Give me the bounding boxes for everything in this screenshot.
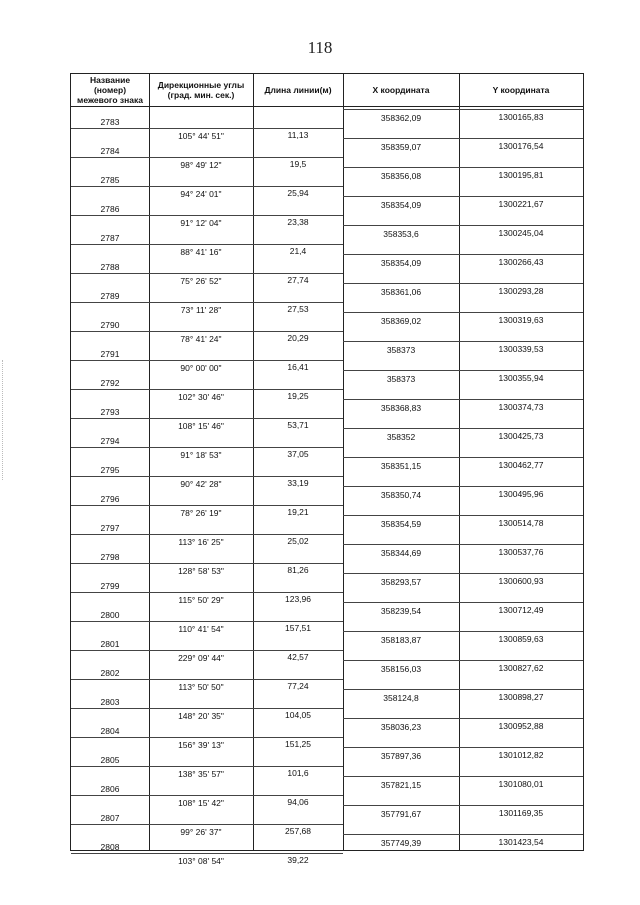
direction-angle: 108° 15' 46" xyxy=(178,420,224,431)
direction-angle: 91° 18' 53" xyxy=(180,449,222,460)
row-rule xyxy=(343,109,583,110)
direction-angle: 102° 30' 46" xyxy=(178,391,224,402)
y-coordinate: 1301169,35 xyxy=(498,808,544,818)
x-coordinate: 358156,03 xyxy=(380,664,422,674)
direction-angle: 91° 12' 04" xyxy=(180,217,222,228)
x-coordinate: 358356,08 xyxy=(380,171,422,181)
point-id: 2790 xyxy=(100,320,120,330)
point-id: 2784 xyxy=(100,146,120,156)
y-coordinate: 1300355,94 xyxy=(498,373,544,383)
header-point-name xyxy=(71,74,149,106)
row-rule xyxy=(343,341,583,342)
point-id: 2800 xyxy=(100,610,120,620)
x-coordinate: 358359,07 xyxy=(380,142,422,152)
x-coordinate: 357821,15 xyxy=(380,780,422,790)
y-coordinate: 1300425,73 xyxy=(498,431,544,441)
direction-angle: 90° 00' 00" xyxy=(180,362,222,373)
direction-angle: 94° 24' 01" xyxy=(180,188,222,199)
row-rule xyxy=(343,486,583,487)
y-coordinate: 1300176,54 xyxy=(498,141,544,151)
direction-angle: 90° 42' 28" xyxy=(180,478,222,489)
y-coordinate: 1300165,83 xyxy=(498,112,544,122)
y-coordinate: 1300339,53 xyxy=(498,344,544,354)
point-id: 2786 xyxy=(100,204,120,214)
row-rule xyxy=(343,602,583,603)
line-length: 11,13 xyxy=(287,129,309,140)
y-coordinate: 1300859,63 xyxy=(498,634,544,644)
point-id: 2785 xyxy=(100,175,120,185)
direction-angle: 78° 26' 19" xyxy=(180,507,222,518)
header-x-coordinate: X координата xyxy=(372,85,430,95)
point-id: 2796 xyxy=(100,494,120,504)
header-y-coordinate: Y координата xyxy=(492,85,550,95)
direction-angle: 115° 50' 29" xyxy=(178,594,224,605)
point-id: 2802 xyxy=(100,668,120,678)
point-id: 2808 xyxy=(100,842,120,852)
line-length: 77,24 xyxy=(287,680,309,691)
line-length: 101,6 xyxy=(287,767,309,778)
direction-angle: 103° 08' 54" xyxy=(178,855,224,866)
line-length: 23,38 xyxy=(287,216,309,227)
header-point-name-line: Название xyxy=(89,75,131,85)
row-rule xyxy=(343,138,583,139)
y-coordinate: 1300600,93 xyxy=(498,576,544,586)
direction-angle: 78° 41' 24" xyxy=(180,333,222,344)
row-rule xyxy=(343,196,583,197)
x-coordinate: 358351,15 xyxy=(380,461,422,471)
row-rule xyxy=(343,370,583,371)
row-rule xyxy=(343,747,583,748)
x-coordinate: 358344,69 xyxy=(380,548,422,558)
x-coordinate: 358350,74 xyxy=(380,490,422,500)
line-length: 16,41 xyxy=(287,361,309,372)
row-rule xyxy=(343,167,583,168)
x-coordinate: 358354,09 xyxy=(380,258,422,268)
direction-angle: 73° 11' 28" xyxy=(180,304,222,315)
direction-angle: 138° 35' 57" xyxy=(178,768,224,779)
row-rule xyxy=(343,428,583,429)
x-coordinate: 358369,02 xyxy=(380,316,422,326)
row-rule xyxy=(343,660,583,661)
line-length: 104,05 xyxy=(285,709,311,720)
line-length: 81,26 xyxy=(287,564,309,575)
y-coordinate: 1300495,96 xyxy=(498,489,544,499)
row-rule xyxy=(343,312,583,313)
x-coordinate: 358373 xyxy=(386,345,416,355)
y-coordinate: 1300952,88 xyxy=(498,721,544,731)
x-coordinate: 358183,87 xyxy=(380,635,422,645)
point-id: 2806 xyxy=(100,784,120,794)
row-rule xyxy=(343,631,583,632)
line-length: 27,53 xyxy=(287,303,309,314)
y-coordinate: 1300266,43 xyxy=(498,257,544,267)
row-rule xyxy=(343,573,583,574)
point-id: 2803 xyxy=(100,697,120,707)
line-length: 257,68 xyxy=(285,825,311,836)
line-length: 123,96 xyxy=(285,593,311,604)
y-coordinate: 1300462,77 xyxy=(498,460,544,470)
header-point-name-line: (номер) xyxy=(93,85,127,95)
y-coordinate: 1300293,28 xyxy=(498,286,544,296)
direction-angle: 108° 15' 42" xyxy=(178,797,224,808)
y-coordinate: 1300319,63 xyxy=(498,315,544,325)
direction-angle: 113° 16' 25" xyxy=(178,536,224,547)
x-coordinate: 358354,09 xyxy=(380,200,422,210)
row-rule xyxy=(343,834,583,835)
direction-angle: 156° 39' 13" xyxy=(178,739,224,750)
table-header-row xyxy=(71,74,583,107)
x-coordinate: 357897,36 xyxy=(380,751,422,761)
row-rule xyxy=(343,254,583,255)
point-id: 2804 xyxy=(100,726,120,736)
point-id: 2793 xyxy=(100,407,120,417)
direction-angle: 110° 41' 54" xyxy=(178,623,224,634)
row-rule xyxy=(343,718,583,719)
point-id: 2801 xyxy=(100,639,120,649)
coordinates-table xyxy=(70,73,584,866)
line-length: 151,25 xyxy=(285,738,311,749)
y-coordinate: 1300898,27 xyxy=(498,692,544,702)
line-length: 19,25 xyxy=(287,390,309,401)
direction-angle: 99° 26' 37" xyxy=(180,826,222,837)
line-length: 21,4 xyxy=(289,245,307,256)
point-id: 2783 xyxy=(100,117,120,127)
point-id: 2798 xyxy=(100,552,120,562)
row-rule xyxy=(343,457,583,458)
direction-angle: 128° 58' 53" xyxy=(178,565,224,576)
line-length: 53,71 xyxy=(287,419,309,430)
point-id: 2787 xyxy=(100,233,120,243)
header-direction-angle xyxy=(149,74,253,106)
line-length: 37,05 xyxy=(287,448,309,459)
y-coordinate: 1301423,54 xyxy=(498,837,544,847)
point-id: 2789 xyxy=(100,291,120,301)
point-id: 2797 xyxy=(100,523,120,533)
row-rule xyxy=(343,283,583,284)
direction-angle: 75° 26' 52" xyxy=(180,275,222,286)
page-number: 118 xyxy=(307,38,333,57)
x-coordinate: 358036,23 xyxy=(380,722,422,732)
direction-angle: 148° 20' 35" xyxy=(178,710,224,721)
x-coordinate: 358373 xyxy=(386,374,416,384)
point-id: 2795 xyxy=(100,465,120,475)
point-id: 2799 xyxy=(100,581,120,591)
y-coordinate: 1301012,82 xyxy=(498,750,544,760)
line-length: 25,94 xyxy=(287,187,309,198)
line-length: 19,21 xyxy=(287,506,309,517)
row-rule xyxy=(343,544,583,545)
direction-angle: 88° 41' 16" xyxy=(180,246,222,257)
point-id: 2788 xyxy=(100,262,120,272)
line-length: 20,29 xyxy=(287,332,309,343)
line-length: 19,5 xyxy=(289,158,307,169)
point-id: 2805 xyxy=(100,755,120,765)
header-direction-angle-line: Дирекционные углы xyxy=(157,80,245,90)
line-length: 33,19 xyxy=(287,477,309,488)
x-coordinate: 358368,83 xyxy=(380,403,422,413)
x-coordinate: 357791,67 xyxy=(380,809,422,819)
direction-angle: 105° 44' 51" xyxy=(178,130,224,141)
line-length: 25,02 xyxy=(287,535,309,546)
x-coordinate: 357749,39 xyxy=(380,838,422,848)
line-length: 27,74 xyxy=(287,274,309,285)
point-id: 2791 xyxy=(100,349,120,359)
line-length: 42,57 xyxy=(287,651,309,662)
direction-angle: 229° 09' 44" xyxy=(178,652,224,663)
x-coordinate: 358354,59 xyxy=(380,519,422,529)
x-coordinate: 358353,6 xyxy=(383,229,419,239)
row-rule xyxy=(343,689,583,690)
point-id: 2794 xyxy=(100,436,120,446)
row-rule xyxy=(343,399,583,400)
y-coordinate: 1300514,78 xyxy=(498,518,544,528)
direction-angle: 113° 50' 50" xyxy=(178,681,224,692)
line-length: 157,51 xyxy=(285,622,311,633)
header-direction-angle-line: (град. мин. сек.) xyxy=(167,90,235,100)
line-length: 94,06 xyxy=(287,796,309,807)
scan-edge-mark xyxy=(2,360,9,480)
header-line-length: Длина линии(м) xyxy=(264,85,332,95)
row-rule xyxy=(343,515,583,516)
y-coordinate: 1300712,49 xyxy=(498,605,544,615)
x-coordinate: 358352 xyxy=(386,432,416,442)
x-coordinate: 358293,57 xyxy=(380,577,422,587)
line-length: 39,22 xyxy=(287,854,309,865)
direction-angle: 98° 49' 12" xyxy=(180,159,222,170)
header-point-name-line: межевого знака xyxy=(77,95,143,105)
x-coordinate: 358361,06 xyxy=(380,287,422,297)
y-coordinate: 1300827,62 xyxy=(498,663,544,673)
row-rule xyxy=(343,805,583,806)
y-coordinate: 1300195,81 xyxy=(498,170,544,180)
point-id: 2807 xyxy=(100,813,120,823)
y-coordinate: 1300245,04 xyxy=(498,228,544,238)
row-rule xyxy=(343,776,583,777)
x-coordinate: 358362,09 xyxy=(380,113,422,123)
y-coordinate: 1301080,01 xyxy=(498,779,544,789)
row-rule xyxy=(343,225,583,226)
x-coordinate: 358124,8 xyxy=(383,693,419,703)
x-coordinate: 358239,54 xyxy=(380,606,422,616)
y-coordinate: 1300537,76 xyxy=(498,547,544,557)
point-id: 2792 xyxy=(100,378,120,388)
y-coordinate: 1300221,67 xyxy=(498,199,544,209)
y-coordinate: 1300374,73 xyxy=(498,402,544,412)
